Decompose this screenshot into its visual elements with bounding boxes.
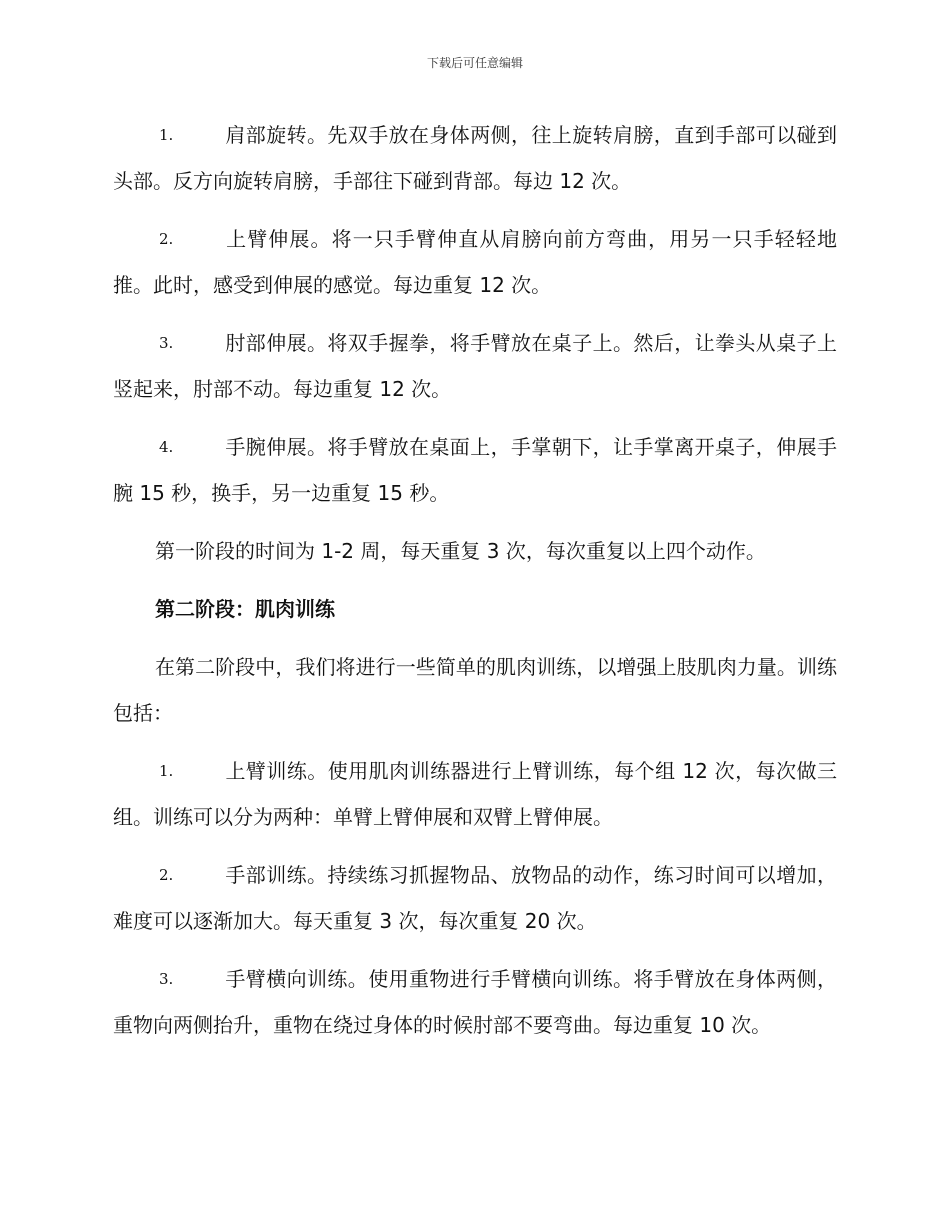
list-item-text: 肘部伸展。将双手握拳，将手臂放在桌子上。然后，让拳头从桌子上竖起来，肘部不动。每边重复 12 次。	[113, 331, 837, 401]
list-item-text: 手臂横向训练。使用重物进行手臂横向训练。将手臂放在身体两侧，重物向两侧抬升，重物在绕过身体的时候肘部不要弯曲。每边重复 10 次。	[113, 967, 837, 1037]
list-number: 2.	[159, 866, 174, 884]
list-number: 3.	[159, 970, 174, 988]
list-number: 2.	[159, 230, 174, 248]
list-number: 3.	[159, 334, 174, 352]
list-item	[113, 956, 837, 1048]
list-number: 4.	[159, 438, 174, 456]
list-item-text: 手部训练。持续练习抓握物品、放物品的动作，练习时间可以增加，难度可以逐渐加大。每天重复 3 次，每次重复 20 次。	[113, 863, 837, 933]
page-header-note: 下载后可任意编辑	[426, 56, 523, 70]
list-item-text: 上臂训练。使用肌肉训练器进行上臂训练，每个组 12 次，每次做三组。训练可以分为两种：单臂上臂伸展和双臂上臂伸展。	[113, 759, 837, 829]
list-item-text: 上臂伸展。将一只手臂伸直从肩膀向前方弯曲，用另一只手轻轻地推。此时，感受到伸展的感觉。每边重复 12 次。	[113, 227, 837, 297]
document-body	[113, 112, 837, 1060]
list-item	[113, 216, 837, 308]
list-item	[113, 852, 837, 944]
list-item	[113, 320, 837, 412]
list-item	[113, 424, 837, 516]
list-item	[113, 112, 837, 204]
list-item	[113, 748, 837, 840]
list-number: 1.	[159, 126, 174, 144]
list-number: 1.	[159, 762, 174, 780]
stage1-summary: 第一阶段的时间为 1-2 周，每天重复 3 次，每次重复以上四个动作。	[155, 539, 766, 563]
stage2-intro: 在第二阶段中，我们将进行一些简单的肌肉训练，以增强上肢肌肉力量。训练包括：	[113, 655, 837, 725]
section-heading: 第二阶段：肌肉训练	[155, 597, 335, 621]
list-item-text: 手腕伸展。将手臂放在桌面上，手掌朝下，让手掌离开桌子，伸展手腕 15 秒，换手，另一边重复 15 秒。	[113, 435, 837, 505]
list-item-text: 肩部旋转。先双手放在身体两侧，往上旋转肩膀，直到手部可以碰到头部。反方向旋转肩膀，手部往下碰到背部。每边 12 次。	[113, 123, 837, 193]
